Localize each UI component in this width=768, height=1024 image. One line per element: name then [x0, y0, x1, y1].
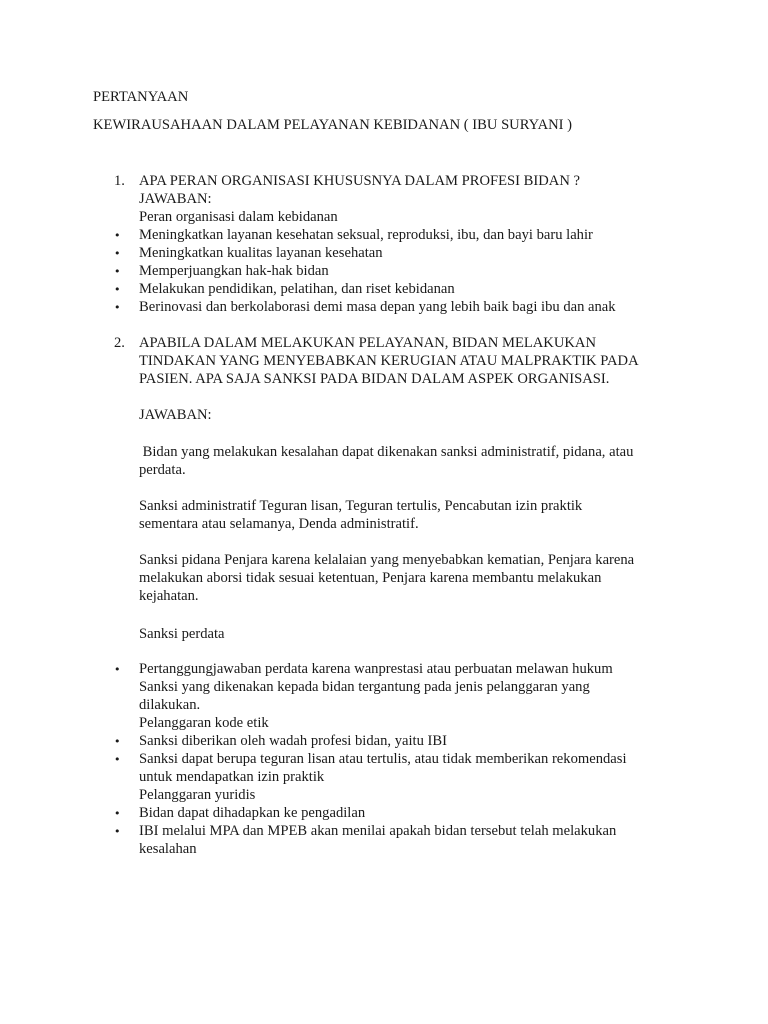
- answer-paragraph-line: perdata.: [139, 462, 186, 478]
- q1-list-item: Memperjuangkan hak-hak bidan: [139, 263, 329, 279]
- question-1-answer-label: JAWABAN:: [139, 191, 212, 207]
- bullet-marker: •: [114, 663, 121, 676]
- q2-list-continuation: dilakukan.: [139, 697, 201, 713]
- answer-paragraph-line: Sanksi perdata: [139, 626, 225, 642]
- question-2-text-line: APABILA DALAM MELAKUKAN PELAYANAN, BIDAN MELAKUKAN: [139, 335, 597, 351]
- q2-list-item: IBI melalui MPA dan MPEB akan menilai apakah bidan tersebut telah melakukan: [139, 823, 617, 839]
- q2-list-continuation: Pelanggaran kode etik: [139, 715, 269, 731]
- q1-list-item: Berinovasi dan berkolaborasi demi masa depan yang lebih baik bagi ibu dan anak: [139, 299, 616, 315]
- answer-paragraph-line: Bidan yang melakukan kesalahan dapat dikenakan sanksi administratif, pidana, atau: [139, 444, 634, 460]
- q2-list-item: Bidan dapat dihadapkan ke pengadilan: [139, 805, 366, 821]
- bullet-marker: •: [114, 247, 121, 260]
- q1-list-item: Melakukan pendidikan, pelatihan, dan riset kebidanan: [139, 281, 455, 297]
- q2-list-item: Sanksi dapat berupa teguran lisan atau tertulis, atau tidak memberikan rekomendasi: [139, 751, 627, 767]
- bullet-marker: •: [114, 265, 121, 278]
- question-1-number: 1.: [114, 173, 125, 189]
- question-1-text: APA PERAN ORGANISASI KHUSUSNYA DALAM PROFESI BIDAN ?: [139, 173, 580, 189]
- question-2-text-line: TINDAKAN YANG MENYEBABKAN KERUGIAN ATAU MALPRAKTIK PADA: [139, 353, 639, 369]
- bullet-marker: •: [114, 301, 121, 314]
- answer-paragraph-line: melakukan aborsi tidak sesuai ketentuan, Penjara karena membantu melakukan: [139, 570, 602, 586]
- document-subtitle: KEWIRAUSAHAAN DALAM PELAYANAN KEBIDANAN ( IBU SURYANI ): [93, 117, 573, 133]
- q1-list-item: Meningkatkan layanan kesehatan seksual, reproduksi, ibu, dan bayi baru lahir: [139, 227, 593, 243]
- q2-list-continuation: untuk mendapatkan izin praktik: [139, 769, 325, 785]
- bullet-marker: •: [114, 807, 121, 820]
- question-2-answer-label: JAWABAN:: [139, 407, 212, 423]
- answer-paragraph-line: kejahatan.: [139, 588, 199, 604]
- q2-list-item: Sanksi diberikan oleh wadah profesi bidan, yaitu IBI: [139, 733, 448, 749]
- bullet-marker: •: [114, 229, 121, 242]
- answer-paragraph-line: Sanksi administratif Teguran lisan, Teguran tertulis, Pencabutan izin praktik: [139, 498, 583, 514]
- bullet-marker: •: [114, 753, 121, 766]
- q2-list-item: Pertanggungjawaban perdata karena wanprestasi atau perbuatan melawan hukum: [139, 661, 613, 677]
- bullet-marker: •: [114, 283, 121, 296]
- answer-paragraph-line: sementara atau selamanya, Denda administratif.: [139, 516, 419, 532]
- question-2-text-line: PASIEN. APA SAJA SANKSI PADA BIDAN DALAM ASPEK ORGANISASI.: [139, 371, 610, 387]
- q2-list-continuation: Sanksi yang dikenakan kepada bidan tergantung pada jenis pelanggaran yang: [139, 679, 590, 695]
- q2-list-continuation: Pelanggaran yuridis: [139, 787, 256, 803]
- q1-list-item: Meningkatkan kualitas layanan kesehatan: [139, 245, 383, 261]
- question-1-intro: Peran organisasi dalam kebidanan: [139, 209, 338, 225]
- page-heading: PERTANYAAN: [93, 89, 189, 105]
- bullet-marker: •: [114, 735, 121, 748]
- bullet-marker: •: [114, 825, 121, 838]
- answer-paragraph-line: Sanksi pidana Penjara karena kelalaian yang menyebabkan kematian, Penjara karena: [139, 552, 635, 568]
- question-2-number: 2.: [114, 335, 125, 351]
- q2-list-continuation: kesalahan: [139, 841, 197, 857]
